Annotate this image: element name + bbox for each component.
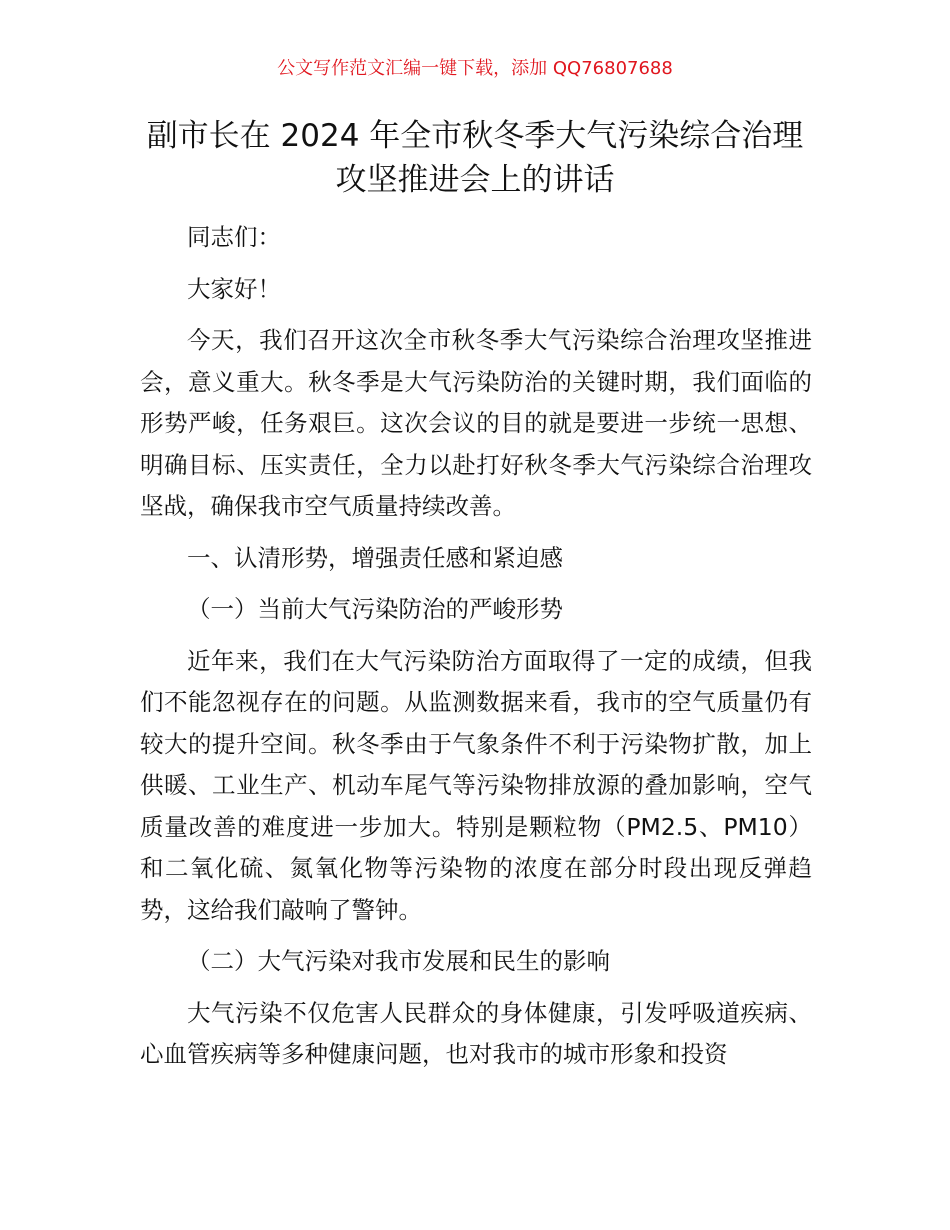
title-line-2: 攻坚推进会上的讲话 xyxy=(335,162,615,198)
salutation: 同志们： xyxy=(187,223,281,251)
title-line-1: 副市长在 2024 年全市秋冬季大气污染综合治理 xyxy=(146,118,804,154)
subsection-heading: （二）大气污染对我市发展和民生的影响 xyxy=(187,947,610,975)
paragraph: 近年来，我们在大气污染防治方面取得了一定的成绩，但我们不能忽视存在的问题。从监测数据来看，我市的空气质量仍有较大的提升空间。秋冬季由于气象条件不利于污染物扩散，加上供暖、工业生产、机动车尾气等污染物排放源的叠加影响，空气质量改善的难度进一步加大。特别是颗粒物（PM2.5、PM10）和二氧化硫、氮氧化物等污染物的浓度在部分时段出现反弹趋势，这给我们敲响了警钟。 xyxy=(140,646,812,924)
greeting: 大家好！ xyxy=(187,274,281,303)
paragraph: 大气污染不仅危害人民群众的身体健康，引发呼吸道疾病、心血管疾病等多种健康问题，也对我市的城市形象和投资 xyxy=(140,998,812,1068)
promo-header: 公文写作范文汇编一键下载，添加 QQ76807688 xyxy=(277,58,673,79)
document-title xyxy=(120,114,830,202)
subsection-heading: （一）当前大气污染防治的严峻形势 xyxy=(187,595,563,623)
document-body xyxy=(140,217,812,1086)
section-heading: 一、认清形势，增强责任感和紧迫感 xyxy=(187,543,563,572)
paragraph: 今天，我们召开这次全市秋冬季大气污染综合治理攻坚推进会，意义重大。秋冬季是大气污染防治的关键时期，我们面临的形势严峻，任务艰巨。这次会议的目的就是要进一步统一思想、明确目标、压实责任，全力以赴打好秋冬季大气污染综合治理攻坚战，确保我市空气质量持续改善。 xyxy=(140,326,812,520)
